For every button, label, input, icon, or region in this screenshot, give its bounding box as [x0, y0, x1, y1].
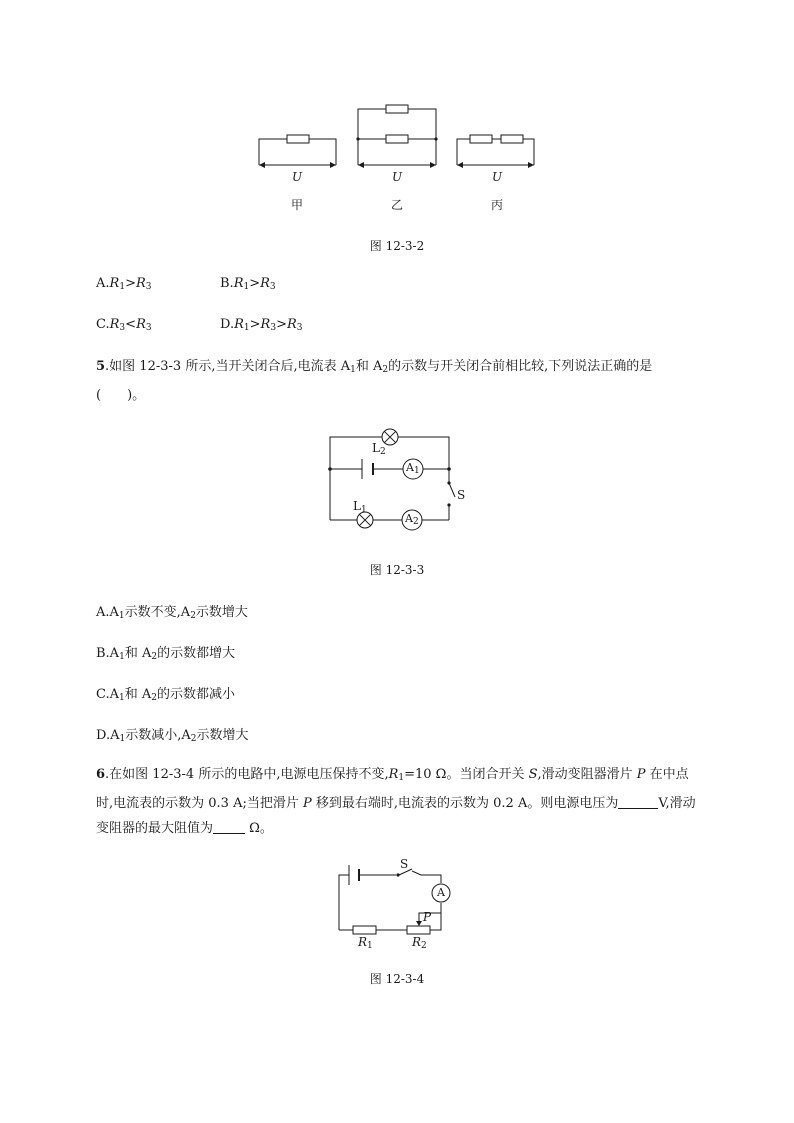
option-a: $A.R_1>R_3$: [96, 276, 152, 292]
answer-blank-resistance[interactable]: [213, 833, 245, 834]
label-bing: 丙: [491, 198, 504, 212]
figure-caption-12-3-4: 图 12-3-4: [369, 972, 425, 986]
label-P: P: [423, 910, 432, 924]
figure-12-3-2: [0, 95, 794, 295]
voltage-label-bing: U: [492, 170, 503, 184]
q5-option-c: $C.A_1$和 $A_2$的示数都减小: [96, 687, 236, 703]
figure-12-3-4: [0, 855, 794, 955]
rheostat-R2: [407, 926, 430, 934]
question-6-stem: 6.在如图 12-3-4 所示的电路中,电源电压保持不变$,R_1=10$ Ω。当闭合开关 S,滑动变阻器滑片 P 在中点时,电流表的示数为 0.3 A;当把滑片 P 移到最右端时,电流表的示数为 0.2 A。则电源电压为 V,滑动变阻器的最大阻值为 Ω。: [96, 767, 696, 836]
label-L1: $L_1$: [353, 499, 367, 515]
label-R1: $R_1$: [358, 935, 373, 951]
resistor-yi-top: [386, 105, 408, 113]
label-A2: $A_2$: [405, 512, 419, 527]
figure-12-3-3: [0, 425, 794, 545]
option-c: $C.R_3<R_3$: [96, 317, 152, 333]
label-yi: 乙: [391, 198, 404, 212]
q5-option-a: $A.A_1$示数不变$,A_2$示数增大: [96, 605, 248, 621]
label-A1: $A_1$: [406, 461, 420, 476]
label-L2: $L_2$: [372, 441, 386, 457]
q5-option-d: $D.A_1$示数减小$,A_2$示数增大: [96, 728, 249, 744]
label-S: S: [400, 857, 409, 871]
label-R2: $R_2$: [412, 935, 427, 951]
voltage-label-yi: U: [392, 170, 403, 184]
figure-caption-12-3-2: 图 12-3-2: [369, 239, 425, 253]
answer-blank-voltage[interactable]: [618, 808, 658, 809]
figure-caption-12-3-3: 图 12-3-3: [369, 563, 425, 577]
option-b: $B.R_1>R_3$: [220, 276, 276, 292]
resistor-bing-2: [501, 135, 523, 143]
resistor-R1: [353, 926, 376, 934]
question-5-stem: 5.如图 12-3-3 所示,当开关闭合后,电流表 $A_1$和 $A_2$的示数与开关闭合前相比较,下列说法正确的是 ( )。: [96, 359, 653, 403]
label-S: S: [457, 488, 466, 502]
q5-option-b: $B.A_1$和 $A_2$的示数都增大: [96, 646, 236, 662]
resistor-bing-1: [470, 135, 492, 143]
resistor-yi-bottom: [386, 135, 408, 143]
label-A: A: [437, 886, 445, 899]
option-d: $D.R_1>R_3>R_3$: [220, 317, 303, 333]
label-jia: 甲: [291, 198, 304, 212]
voltage-label-jia: U: [292, 170, 303, 184]
resistor-jia: [287, 135, 309, 143]
